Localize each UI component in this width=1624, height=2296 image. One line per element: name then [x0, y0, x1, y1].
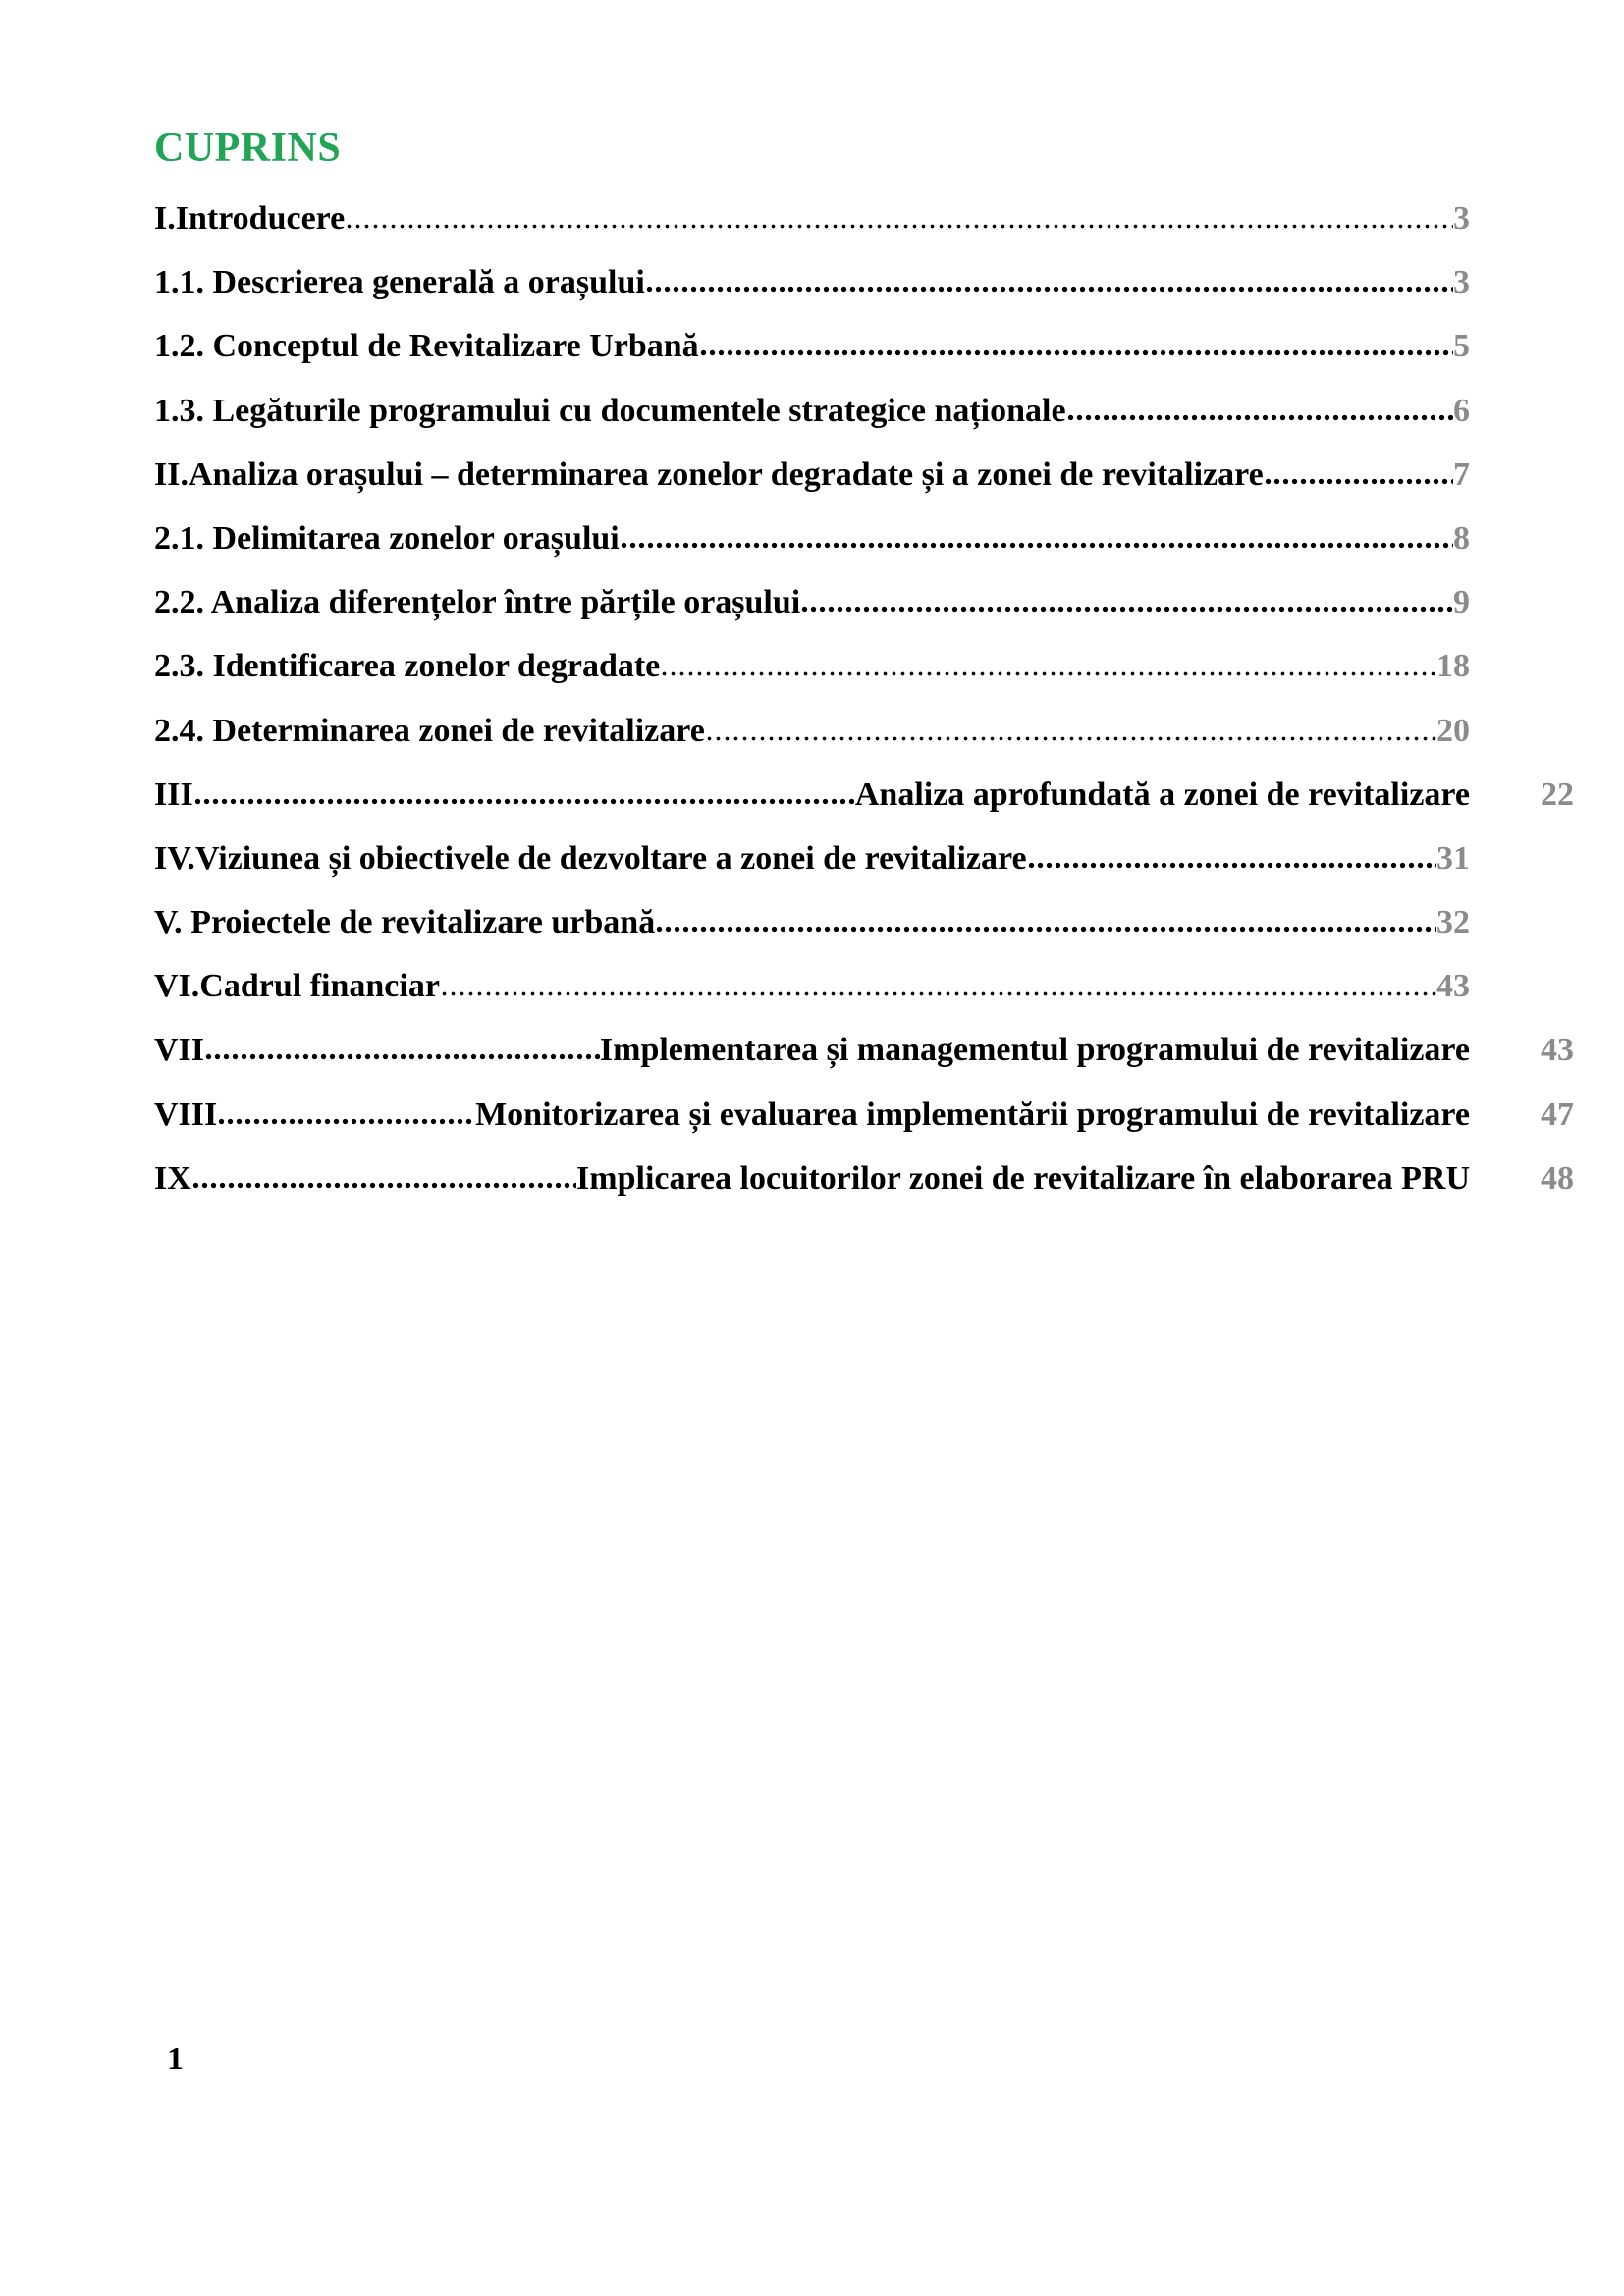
toc-entry-label: 2.1. Delimitarea zonelor orașului: [154, 519, 620, 557]
toc-leader-dots: [705, 734, 1436, 741]
toc-leader-dots: [440, 989, 1436, 996]
toc-leader-dots: [699, 349, 1453, 356]
toc-entry[interactable]: [154, 250, 1470, 314]
toc-entry[interactable]: [154, 379, 1470, 443]
toc-entry[interactable]: [154, 507, 1470, 570]
toc-entry[interactable]: [154, 187, 1470, 250]
toc-leader-dots: [1264, 478, 1453, 485]
toc-entry[interactable]: [154, 763, 1574, 827]
toc-entry-label: Analiza aprofundată a zonei de revitalizare: [854, 775, 1470, 813]
toc-entry-label: IV.Viziunea și obiectivele de dezvoltare a zonei de revitalizare: [154, 839, 1027, 877]
toc-entry-numeral: VII: [154, 1032, 205, 1069]
toc-leader-dots: [217, 1118, 475, 1125]
toc-entry-label: II.Analiza orașului – determinarea zonelor degradate și a zonei de revitalizare: [154, 455, 1264, 493]
toc-leader-dots: [1027, 862, 1436, 869]
toc-page-number: 48: [1541, 1159, 1574, 1197]
toc-entry-label: 2.4. Determinarea zonei de revitalizare: [154, 712, 705, 749]
footer-page-number: 1: [167, 2041, 184, 2077]
toc-leader-dots: [620, 542, 1453, 549]
toc-page-number: 6: [1453, 392, 1470, 429]
toc-entry-numeral: IX: [154, 1159, 191, 1197]
toc-page-number: 22: [1541, 775, 1574, 813]
toc-entry[interactable]: [154, 1018, 1574, 1082]
toc-entry[interactable]: [154, 827, 1470, 890]
toc-entry-label: 2.2. Analiza diferențelor între părțile orașului: [154, 584, 801, 621]
toc-entry-label: Monitorizarea și evaluarea implementării programului de revitalizare: [475, 1095, 1470, 1133]
toc-leader-dots: [193, 798, 855, 805]
toc-leader-dots: [1066, 414, 1453, 421]
toc-page-number: 9: [1453, 584, 1470, 621]
toc-page-number: 5: [1453, 328, 1470, 365]
toc-entry[interactable]: [154, 443, 1470, 507]
toc-page-number: 20: [1436, 712, 1470, 749]
toc-entry-label: 1.1. Descrierea generală a orașului: [154, 264, 645, 301]
toc-leader-dots: [655, 926, 1436, 933]
toc-entry[interactable]: [154, 314, 1470, 378]
toc-entry[interactable]: [154, 1083, 1574, 1147]
toc-page-number: 8: [1453, 519, 1470, 557]
toc-entry-label: Implicarea locuitorilor zonei de revitalizare în elaborarea PRU: [576, 1159, 1470, 1197]
toc-entry-label: 1.2. Conceptul de Revitalizare Urbană: [154, 328, 699, 365]
toc-list: [154, 187, 1574, 1210]
toc-entry-label: VI.Cadrul financiar: [154, 968, 440, 1005]
toc-page-number: 32: [1436, 904, 1470, 941]
toc-entry-numeral: III: [154, 775, 193, 813]
toc-entry-numeral: VIII: [154, 1095, 218, 1133]
toc-entry[interactable]: [154, 954, 1470, 1018]
toc-page-number: 31: [1436, 839, 1470, 877]
toc-entry[interactable]: [154, 1147, 1574, 1210]
toc-heading: CUPRINS: [154, 126, 342, 171]
toc-entry[interactable]: [154, 890, 1470, 954]
toc-page-number: 7: [1453, 455, 1470, 493]
toc-leader-dots: [345, 222, 1453, 229]
toc-page-number: 18: [1436, 648, 1470, 685]
toc-entry-label: 1.3. Legăturile programului cu documentele strategice naționale: [154, 392, 1066, 429]
toc-page-number: 3: [1453, 200, 1470, 237]
toc-entry-label: 2.3. Identificarea zonelor degradate: [154, 648, 661, 685]
toc-leader-dots: [660, 669, 1436, 676]
toc-entry-label: Implementarea și managementul programului de revitalizare: [599, 1032, 1470, 1069]
toc-entry-label: V. Proiectele de revitalizare urbană: [154, 904, 656, 941]
toc-page-number: 43: [1541, 1032, 1574, 1069]
toc-leader-dots: [645, 286, 1453, 293]
toc-leader-dots: [191, 1182, 576, 1189]
toc-page-number: 3: [1453, 264, 1470, 301]
toc-entry[interactable]: [154, 634, 1470, 698]
toc-section: [154, 124, 1574, 1210]
toc-leader-dots: [800, 606, 1453, 613]
toc-page-number: 47: [1541, 1095, 1574, 1133]
toc-entry-label: I.Introducere: [154, 200, 346, 237]
toc-entry[interactable]: [154, 699, 1470, 763]
toc-leader-dots: [204, 1053, 600, 1060]
toc-page-number: 43: [1436, 968, 1470, 1005]
toc-entry[interactable]: [154, 570, 1470, 634]
